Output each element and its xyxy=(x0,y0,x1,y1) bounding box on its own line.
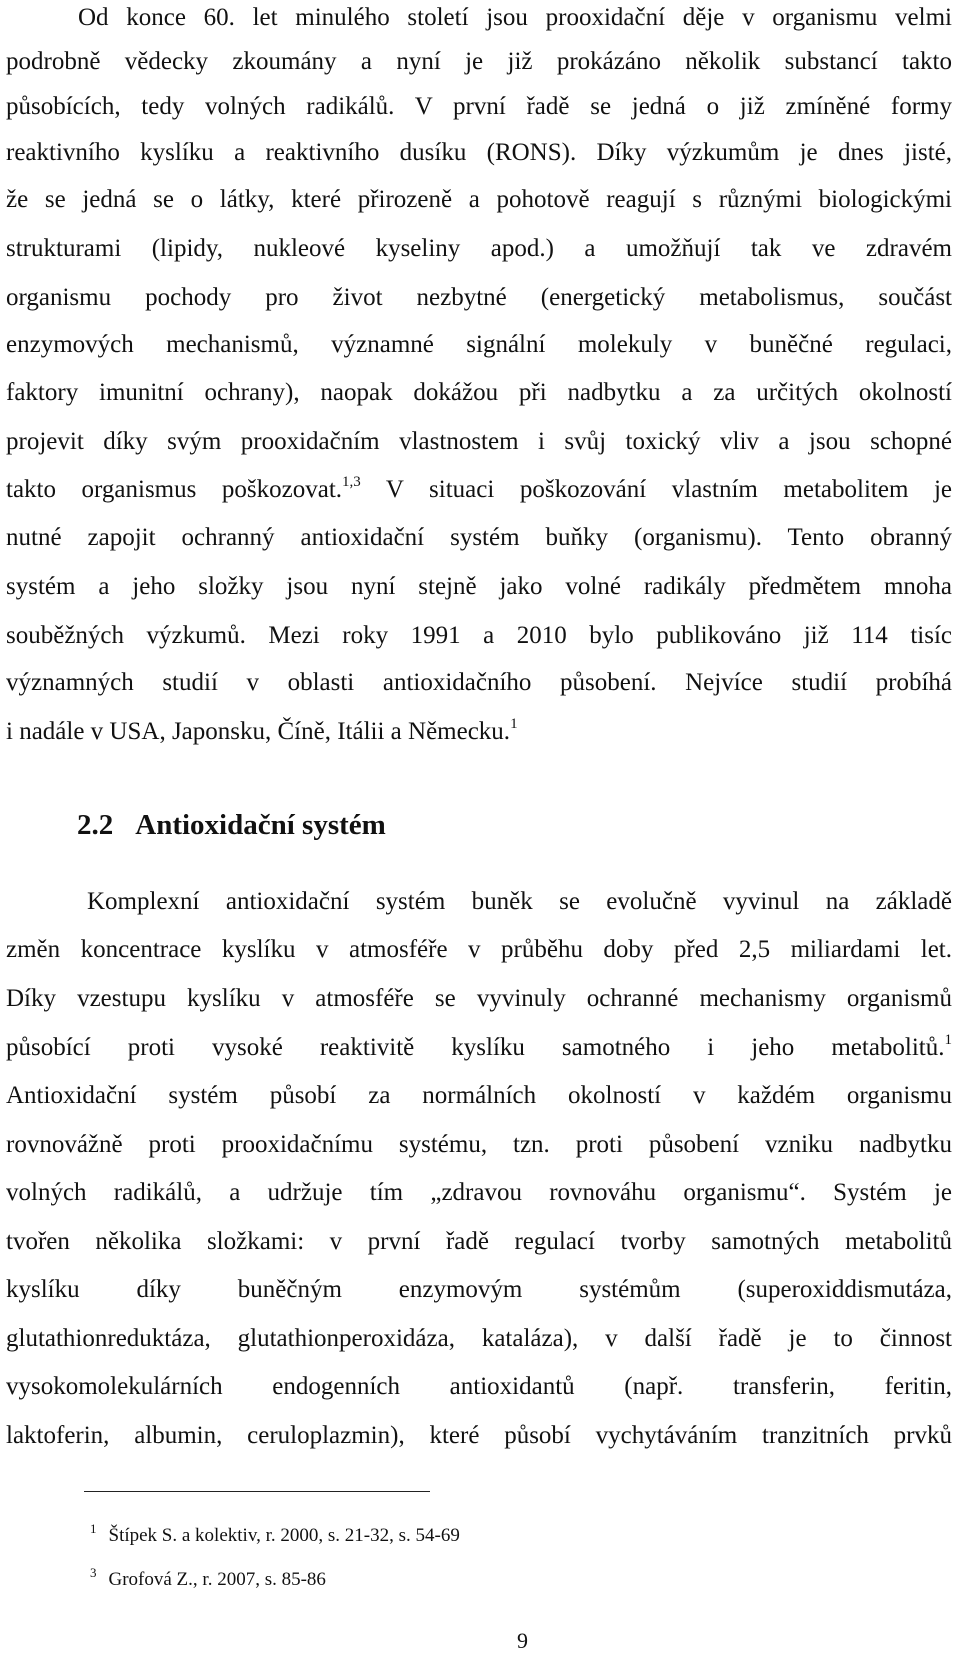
paragraph-line: nutné zapojit ochranný antioxidační systém buňky (organismu). Tento obranný xyxy=(6,524,952,551)
footnote-separator xyxy=(84,1491,430,1492)
footnote-mark: 1 xyxy=(90,1521,97,1536)
paragraph-line: změn koncentrace kyslíku v atmosféře v průběhu doby před 2,5 miliardami let. xyxy=(6,936,952,963)
text-segment: V situaci poškozování vlastním metabolitem je xyxy=(360,476,952,503)
paragraph-line: Díky vzestupu kyslíku v atmosféře se vyvinuly ochranné mechanismy organismů xyxy=(6,985,952,1012)
paragraph-line: systém a jeho složky jsou nyní stejně jako volné radikály předmětem mnoha xyxy=(6,573,952,600)
paragraph-line: Antioxidační systém působí za normálních okolností v každém organismu xyxy=(6,1082,952,1109)
paragraph-line: projevit díky svým prooxidačním vlastnostem i svůj toxický vliv a jsou schopné xyxy=(6,428,952,455)
footnote-text: Štípek S. a kolektiv, r. 2000, s. 21-32, s. 54-69 xyxy=(108,1525,460,1546)
citation-superscript: 1 xyxy=(510,716,518,732)
paragraph-last-line xyxy=(6,717,952,747)
page-number: 9 xyxy=(517,1628,528,1653)
footnote-mark: 3 xyxy=(90,1565,97,1580)
paragraph-line: reaktivního kyslíku a reaktivního dusíku (RONS). Díky výzkumům je dnes jisté, xyxy=(6,139,952,166)
section-heading xyxy=(77,807,386,843)
paragraph-line: Komplexní antioxidační systém buněk se evolučně vyvinul na základě xyxy=(87,888,952,915)
citation-superscript: 1,3 xyxy=(342,474,361,490)
paragraph-line: rovnovážně proti prooxidačnímu systému, tzn. proti působení vzniku nadbytku xyxy=(6,1131,952,1158)
footnote xyxy=(90,1565,326,1592)
paragraph-line: volných radikálů, a udržuje tím „zdravou rovnováhu organismu“. Systém je xyxy=(6,1179,952,1206)
paragraph-line-with-citation xyxy=(6,1033,952,1063)
section-number: 2.2 xyxy=(77,809,114,841)
section-title: Antioxidační systém xyxy=(135,809,386,841)
footnote xyxy=(90,1521,460,1548)
paragraph-line: organismu pochody pro život nezbytné (energetický metabolismus, součást xyxy=(6,284,952,311)
paragraph-line: laktoferin, albumin, ceruloplazmin), které působí vychytáváním tranzitních prvků xyxy=(6,1422,952,1449)
paragraph-line: strukturami (lipidy, nukleové kyseliny apod.) a umožňují tak ve zdravém xyxy=(6,235,952,262)
paragraph-line: významných studií v oblasti antioxidačního působení. Nejvíce studií probíhá xyxy=(6,669,952,696)
footnote-text: Grofová Z., r. 2007, s. 85-86 xyxy=(108,1569,326,1590)
paragraph-line: podrobně vědecky zkoumány a nyní je již prokázáno několik substancí takto xyxy=(6,48,952,75)
paragraph-line: vysokomolekulárních endogenních antioxidantů (např. transferin, feritin, xyxy=(6,1373,952,1400)
paragraph-line: kyslíku díky buněčným enzymovým systémům (superoxiddismutáza, xyxy=(6,1276,952,1303)
paragraph-line: že se jedná se o látky, které přirozeně a pohotově reagují s různými biologickými xyxy=(6,186,952,213)
text-segment: působící proti vysoké reaktivitě kyslíku samotného i jeho metabolitů. xyxy=(6,1034,945,1061)
paragraph-line: enzymových mechanismů, významné signální molekuly v buněčné regulaci, xyxy=(6,331,952,358)
text-segment: i nadále v USA, Japonsku, Číně, Itálii a Německu. xyxy=(6,718,511,745)
paragraph-line: faktory imunitní ochrany), naopak dokážou při nadbytku a za určitých okolností xyxy=(6,379,952,406)
paragraph-line: Od konce 60. let minulého století jsou prooxidační děje v organismu velmi xyxy=(78,4,952,31)
citation-superscript: 1 xyxy=(944,1032,952,1048)
paragraph-line: působících, tedy volných radikálů. V první řadě se jedná o již zmíněné formy xyxy=(6,93,952,120)
paragraph-line: tvořen několika složkami: v první řadě regulací tvorby samotných metabolitů xyxy=(6,1228,952,1255)
paragraph-line-with-citation xyxy=(6,475,952,505)
paragraph-line: glutathionreduktáza, glutathionperoxidáza, kataláza), v další řadě je to činnost xyxy=(6,1325,952,1352)
text-segment: takto organismus poškozovat. xyxy=(6,476,343,503)
paragraph-line: souběžných výzkumů. Mezi roky 1991 a 2010 bylo publikováno již 114 tisíc xyxy=(6,622,952,649)
